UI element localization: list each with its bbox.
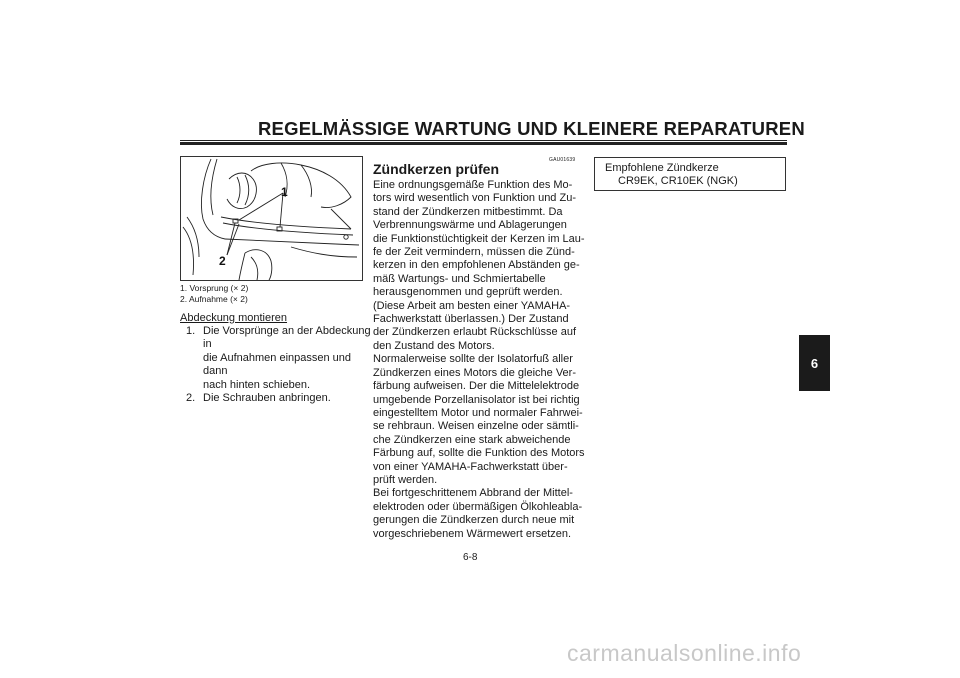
text-line: färbung aufweisen. Der die Mittelelektrode [373, 380, 580, 393]
figure-captions [180, 283, 248, 305]
text-line: eingestelltem Motor und normaler Fahrwei- [373, 406, 583, 419]
text-line: herausgenommen und geprüft werden. [373, 286, 563, 299]
step-text [203, 325, 376, 392]
text-line: mäß Wartungs- und Schmiertabelle [373, 272, 546, 285]
text-line: Bei fortgeschrittenem Abbrand der Mittel- [373, 487, 573, 500]
callout-1: 1 [281, 185, 288, 199]
section-body [373, 179, 585, 541]
title-rule [180, 140, 787, 141]
text-line: prüft werden. [373, 473, 438, 486]
text-line: Färbung auf, sollte die Funktion des Motors [373, 447, 585, 460]
text-line: elektroden oder übermäßigen Ölkohleabla- [373, 500, 583, 513]
section-heading: Zündkerzen prüfen [373, 161, 500, 177]
text-line: stand der Zündkerzen mitbestimmt. Da [373, 205, 563, 218]
text-line: gerungen die Zündkerzen durch neue mit [373, 514, 575, 527]
text-line: Normalerweise sollte der Isolatorfuß aller [373, 353, 573, 366]
step-text [203, 392, 376, 405]
text-line: den Zustand des Motors. [373, 339, 495, 352]
text-line: fe der Zeit vermindern, müssen die Zünd- [373, 246, 575, 259]
text-line: von einer YAMAHA-Fachwerkstatt über- [373, 460, 568, 473]
text-line: nach hinten schieben. [203, 378, 311, 391]
step-item [186, 325, 376, 392]
text-line: umgebende Porzellanisolator ist bei richtig [373, 393, 580, 406]
text-line: Eine ordnungsgemäße Funktion des Mo- [373, 179, 573, 191]
text-line: Die Schrauben anbringen. [203, 392, 331, 405]
text-line: die Aufnahmen einpassen und dann [203, 351, 352, 378]
text-line: (Diese Arbeit am besten einer YAMAHA- [373, 299, 571, 312]
text-line: Die Vorsprünge an der Abdeckung in [203, 325, 371, 351]
text-line: der Zündkerzen erlaubt Rückschlüsse auf [373, 326, 576, 339]
step-number: 2. [186, 392, 196, 405]
step-item [186, 392, 376, 405]
text-line: tors wird wesentlich von Funktion und Zu- [373, 192, 576, 205]
chapter-tab: 6 [799, 335, 830, 391]
spec-box [594, 157, 786, 191]
install-heading: Abdeckung montieren [180, 312, 288, 324]
text-line: Zündkerzen eines Motors die gleiche Ver- [373, 366, 576, 379]
caption-item: 1. Vorsprung (× 2) [180, 283, 249, 293]
callout-2: 2 [219, 254, 226, 268]
text-line: die Funktionstüchtigkeit der Kerzen im Lau- [373, 232, 585, 245]
spec-label: Empfohlene Zündkerze [605, 162, 719, 174]
watermark: carmanualsonline.info [567, 640, 802, 666]
title-rule-thick [180, 142, 787, 145]
text-line: Verbrennungswärme und Ablagerungen [373, 219, 567, 232]
page-title: REGELMÄSSIGE WARTUNG UND KLEINERE REPARATUREN [258, 118, 805, 139]
section-code: GAU01639 [549, 157, 576, 163]
text-line: kerzen in den empfohlenen Abständen ge- [373, 259, 580, 272]
page-number: 6-8 [463, 552, 478, 563]
cover-illustration [181, 157, 362, 280]
figure-illustration [180, 156, 363, 281]
step-number: 1. [186, 325, 196, 337]
caption-item: 2. Aufnahme (× 2) [180, 294, 248, 304]
text-line: se rehbraun. Weisen einzelne oder sämtli- [373, 420, 579, 433]
spec-value: CR9EK, CR10EK (NGK) [618, 175, 738, 188]
install-steps [186, 325, 376, 405]
text-line: che Zündkerzen eine stark abweichende [373, 433, 571, 446]
text-line: Fachwerkstatt überlassen.) Der Zustand [373, 313, 569, 326]
text-line: vorgeschriebenem Wärmewert ersetzen. [373, 527, 572, 540]
